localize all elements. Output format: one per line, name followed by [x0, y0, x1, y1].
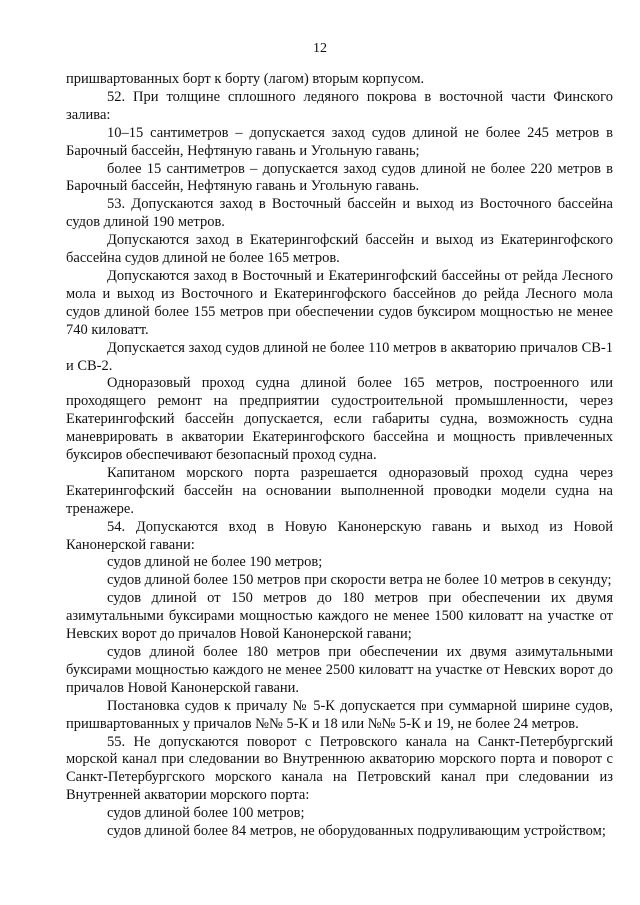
paragraph: 52. При толщине сплошного ледяного покрова в восточной части Финского залива:: [66, 88, 613, 123]
paragraph: судов длиной более 180 метров при обеспечении их двумя азимутальными буксирами мощностью каждого не менее 2500 киловатт на участке от Невских ворот до причалов Новой Канонерской гавани.: [66, 644, 613, 696]
paragraph: более 15 сантиметров – допускается заход судов длиной не более 220 метров в Барочный бассейн, Нефтяную гавань и Угольную гавань.: [66, 160, 613, 195]
paragraph: Допускаются заход в Восточный и Екатерингофский бассейны от рейда Лесного мола и выход из Восточного и Екатерингофского бассейнов до рейда Лесного мола судов длиной более 155 метров при обеспечении судов буксиром мощностью не менее 740 киловатт.: [66, 267, 613, 338]
paragraph: судов длиной более 100 метров;: [107, 805, 305, 822]
paragraph: 55. Не допускаются поворот с Петровского канала на Санкт-Петербургский морской канал при следовании во Внутреннюю акваторию морского порта и поворот с Санкт-Петербургского морского канала на Петровский канал при следовании из Внутренней акватории морского порта:: [66, 733, 613, 804]
paragraph: судов длиной не более 190 метров;: [107, 554, 323, 571]
paragraph: Одноразовый проход судна длиной более 165 метров, построенного или проходящего ремонт на предприятии судостроительной промышленности, через Екатерингофский бассейн допускается, если габариты судна, возможность судна маневрировать в акватории Екатерингофского бассейна и мощность привлеченных буксиров обеспечивают безопасный проход судна.: [66, 375, 613, 464]
paragraph: Постановка судов к причалу № 5-К допускается при суммарной ширине судов, пришвартованных у причалов №№ 5-К и 18 или №№ 5-К и 19, не более 24 метров.: [66, 697, 613, 732]
paragraph: судов длиной более 84 метров, не оборудованных подруливающим устройством;: [107, 823, 606, 840]
paragraph: 54. Допускаются вход в Новую Канонерскую гавань и выход из Новой Канонерской гавани:: [66, 518, 613, 553]
paragraph: 53. Допускаются заход в Восточный бассейн и выход из Восточного бассейна судов длиной 190 метров.: [66, 196, 613, 231]
paragraph: судов длиной более 150 метров при скорости ветра не более 10 метров в секунду;: [107, 572, 612, 589]
page-number: 12: [313, 41, 327, 56]
paragraph: Капитаном морского порта разрешается одноразовый проход судна через Екатерингофский бассейн на основании выполненной проводки модели судна на тренажере.: [66, 464, 613, 517]
paragraph: Допускается заход судов длиной не более 110 метров в акваторию причалов СВ-1 и СВ-2.: [66, 339, 613, 374]
paragraph: 10–15 сантиметров – допускается заход судов длиной не более 245 метров в Барочный бассейн, Нефтяную гавань и Угольную гавань;: [66, 124, 613, 159]
paragraph: пришвартованных борт к борту (лагом) вторым корпусом.: [66, 71, 425, 87]
document-body: [66, 71, 613, 841]
paragraph: судов длиной от 150 метров до 180 метров при обеспечении их двумя азимутальными буксирами мощностью каждого не менее 1500 киловатт на участке от Невских ворот до причалов Новой Канонерской гавани;: [66, 590, 613, 643]
paragraph: Допускаются заход в Екатерингофский бассейн и выход из Екатерингофского бассейна судов длиной не более 165 метров.: [66, 232, 613, 267]
